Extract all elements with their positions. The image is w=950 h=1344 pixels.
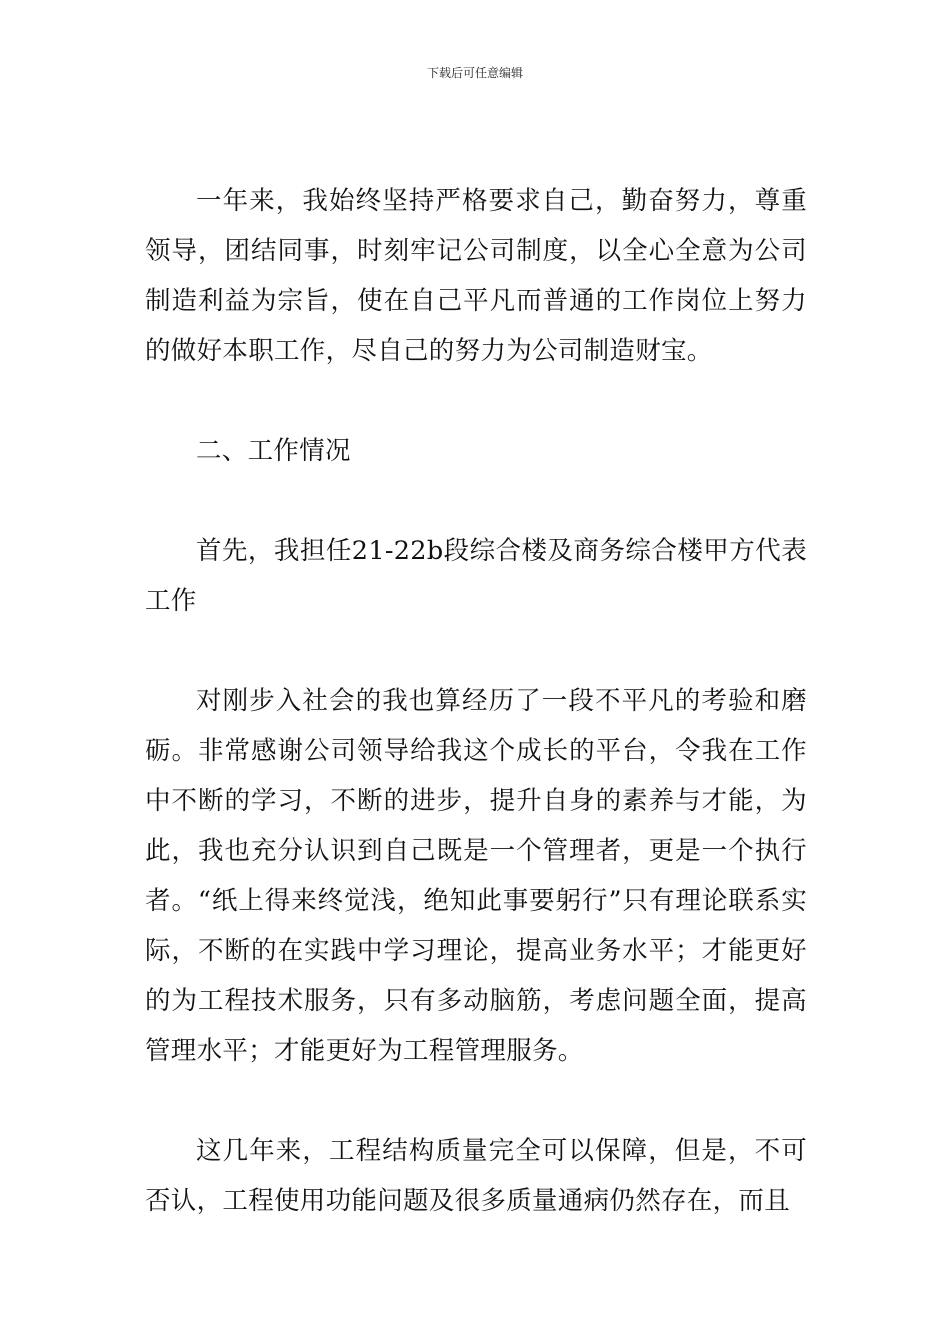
paragraph-summary: 一年来，我始终坚持严格要求自己，勤奋努力，尊重领导，团结同事，时刻牢记公司制度，以全心全意为公司制造利益为宗旨，使在自己平凡而普通的工作岗位上努力的做好本职工作，尽自己的努力为公司制造财宝。 <box>145 186 807 366</box>
page-header: 下载后可任意编辑 <box>426 66 523 80</box>
section-heading-work-situation: 二、工作情况 <box>196 436 351 466</box>
paragraph-quality: 这几年来，工程结构质量完全可以保障，但是，不可否认，工程使用功能问题及很多质量通病仍然存在，而且 <box>145 1136 807 1216</box>
document-body <box>145 176 807 1226</box>
paragraph-role: 首先，我担任21-22b段综合楼及商务综合楼甲方代表工作 <box>145 536 807 616</box>
paragraph-experience: 对刚步入社会的我也算经历了一段不平凡的考验和磨砺。非常感谢公司领导给我这个成长的平台，令我在工作中不断的学习，不断的进步，提升自身的素养与才能，为此，我也充分认识到自己既是一个管理者，更是一个执行者。“纸上得来终觉浅，绝知此事要躬行”只有理论联系实际，不断的在实践中学习理论，提高业务水平；才能更好的为工程技术服务，只有多动脑筋，考虑问题全面，提高管理水平；才能更好为工程管理服务。 <box>145 686 807 1066</box>
